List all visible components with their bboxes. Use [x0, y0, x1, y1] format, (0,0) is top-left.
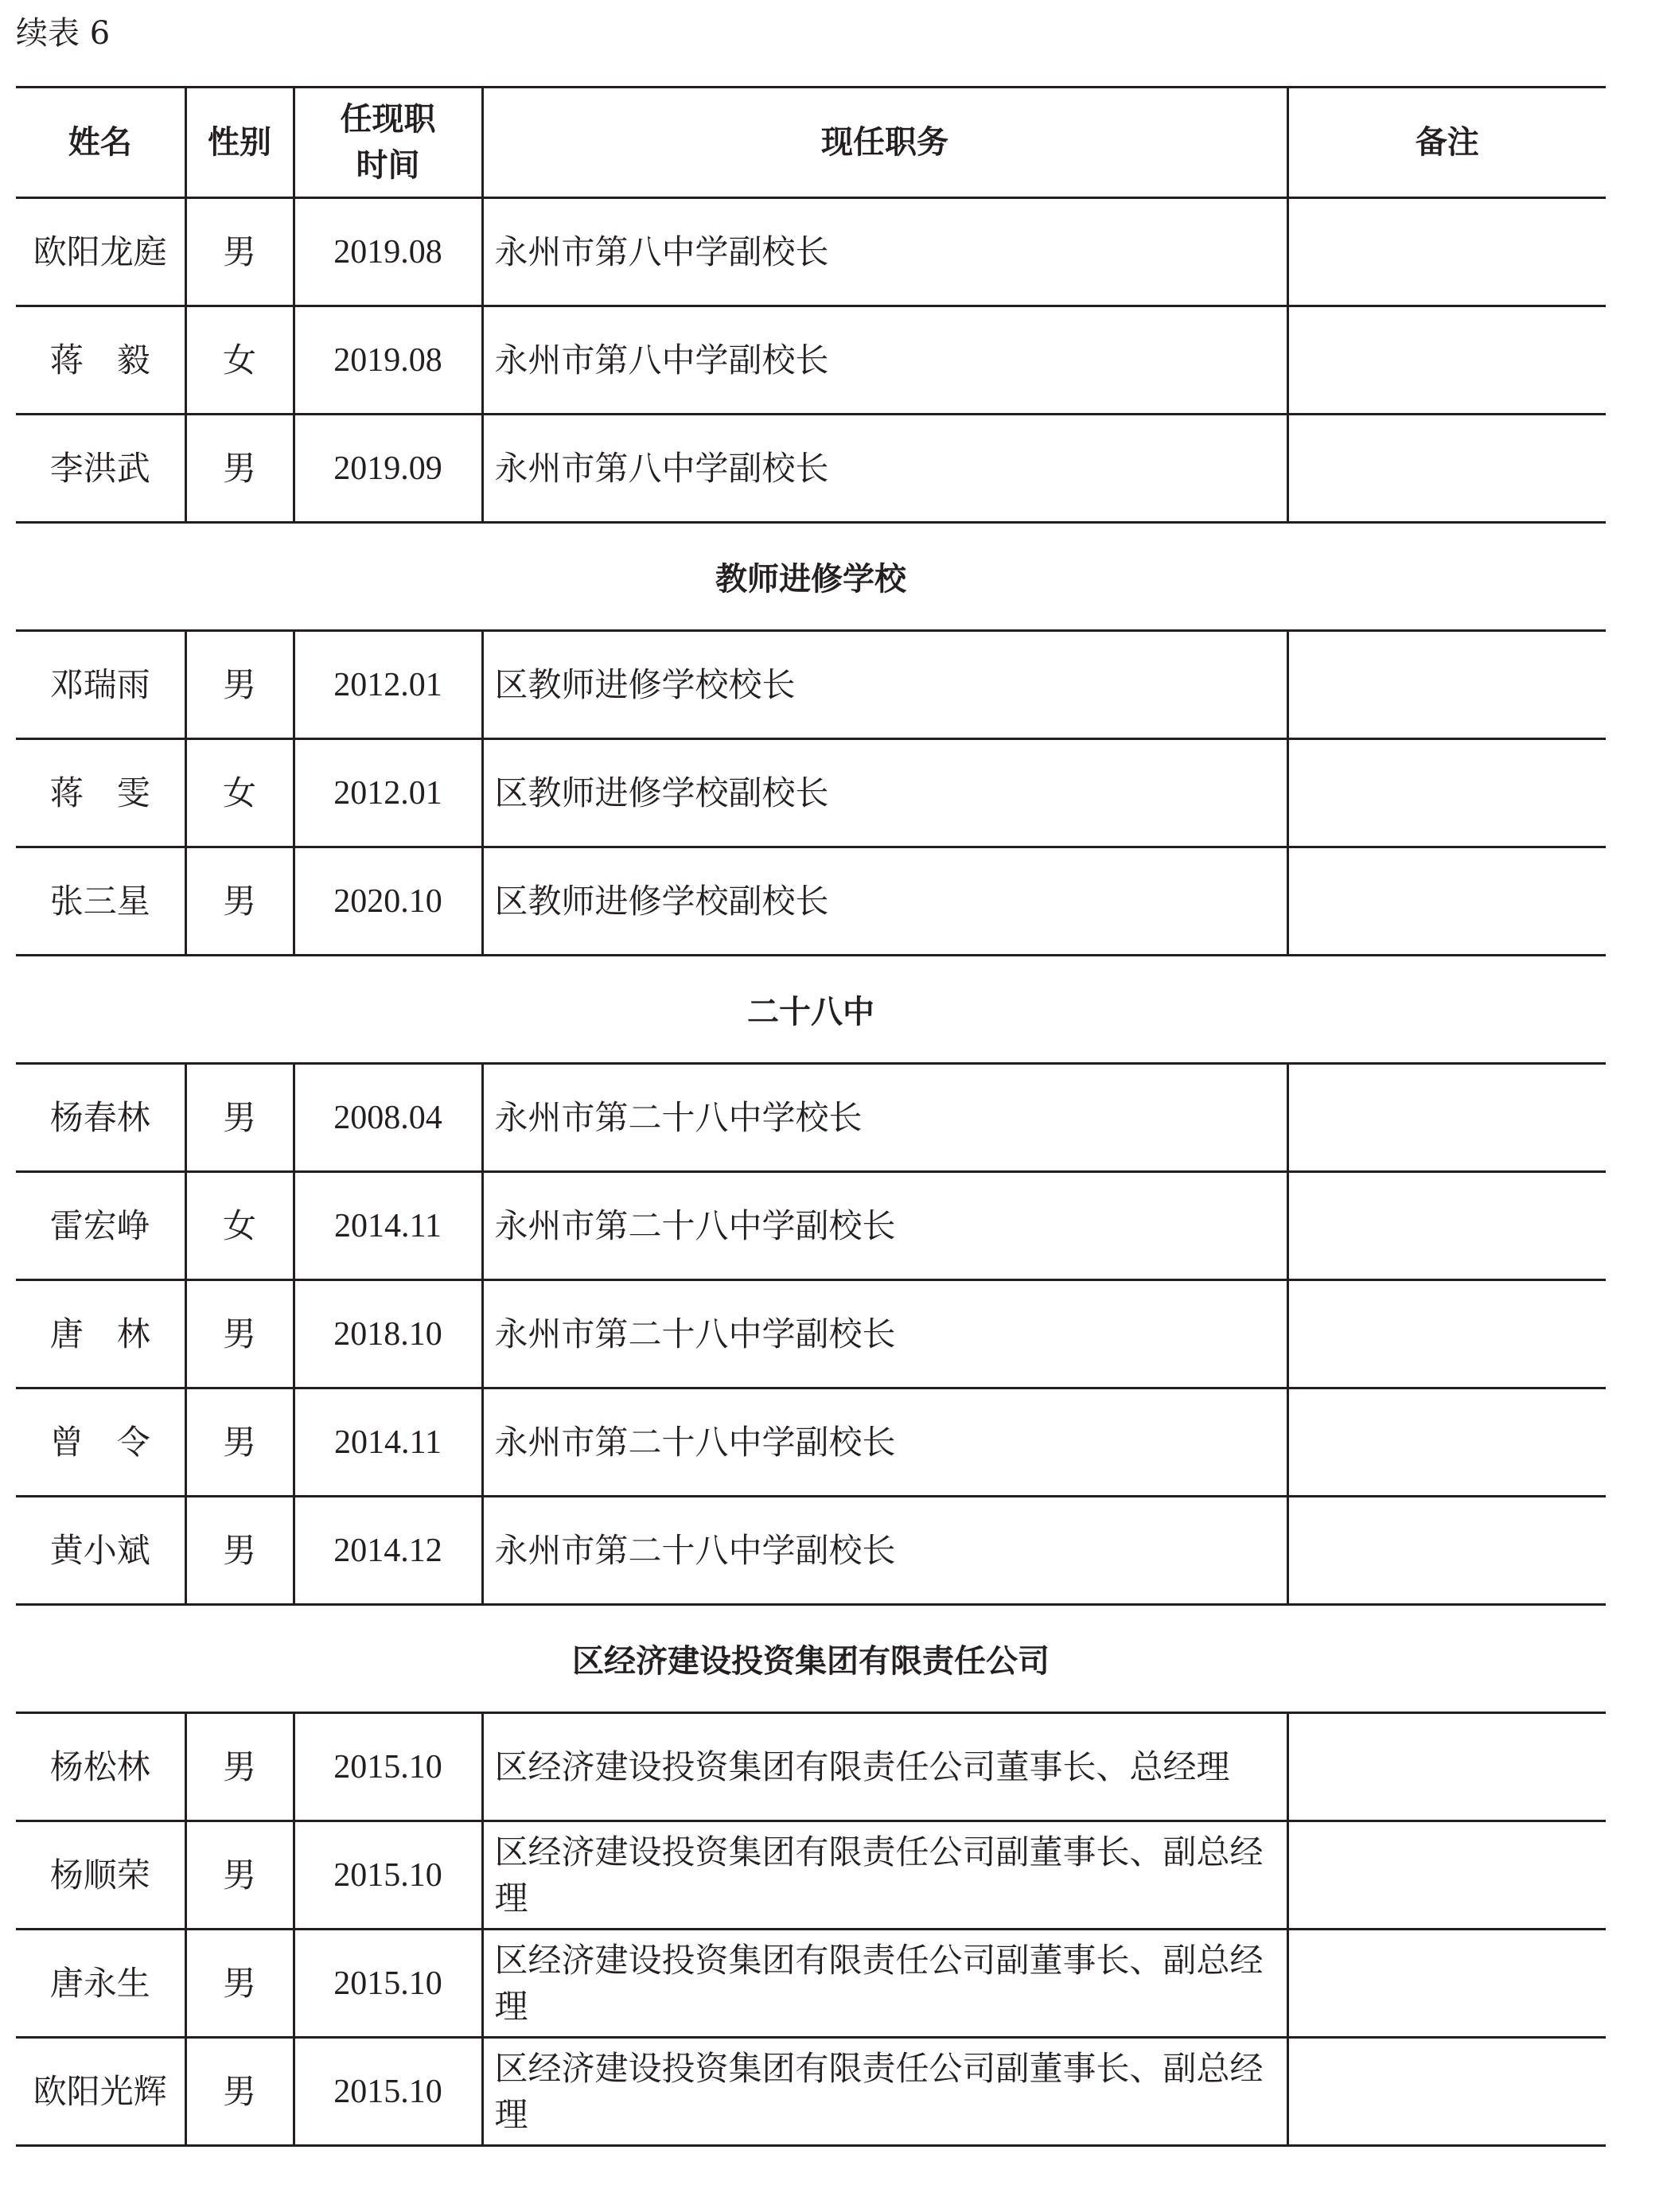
cell-name: 唐 林 [16, 1280, 185, 1388]
cell-note [1287, 306, 1606, 415]
cell-note [1287, 1388, 1606, 1497]
table-row [16, 847, 1606, 956]
table-row [16, 1497, 1606, 1605]
cell-name: 雷宏峥 [16, 1172, 185, 1280]
header-sex: 性别 [185, 88, 294, 198]
cell-post: 永州市第八中学副校长 [482, 306, 1287, 415]
table-row [16, 631, 1606, 739]
cell-post: 永州市第八中学副校长 [482, 198, 1287, 306]
header-date [294, 88, 482, 198]
table-caption: 续表 6 [16, 15, 111, 52]
cell-sex: 男 [185, 415, 294, 523]
cell-note [1287, 631, 1606, 739]
header-note: 备注 [1287, 88, 1606, 198]
cell-date: 2014.11 [294, 1388, 482, 1497]
header-name: 姓名 [16, 88, 185, 198]
cell-post: 区经济建设投资集团有限责任公司副董事长、副总经理 [482, 2038, 1287, 2146]
cell-date: 2014.12 [294, 1497, 482, 1605]
cell-post: 区经济建设投资集团有限责任公司副董事长、副总经理 [482, 1930, 1287, 2038]
cell-note [1287, 1064, 1606, 1172]
header-date-line2: 时间 [356, 147, 420, 184]
cell-date: 2019.08 [294, 306, 482, 415]
section-row [16, 523, 1606, 631]
cell-name: 杨春林 [16, 1064, 185, 1172]
cell-sex: 男 [185, 1064, 294, 1172]
cell-sex: 男 [185, 1713, 294, 1821]
cell-date: 2020.10 [294, 847, 482, 956]
cell-sex: 男 [185, 1821, 294, 1930]
cell-name: 邓瑞雨 [16, 631, 185, 739]
cell-note [1287, 2038, 1606, 2146]
table-row [16, 306, 1606, 415]
table-row [16, 739, 1606, 847]
cell-sex: 男 [185, 1280, 294, 1388]
cell-name: 张三星 [16, 847, 185, 956]
section-title: 教师进修学校 [16, 523, 1606, 631]
cell-date: 2012.01 [294, 739, 482, 847]
table-row [16, 415, 1606, 523]
table-row [16, 1172, 1606, 1280]
cell-date: 2015.10 [294, 1713, 482, 1821]
cell-note [1287, 1497, 1606, 1605]
cell-post: 区教师进修学校副校长 [482, 739, 1287, 847]
table-row [16, 2038, 1606, 2146]
cell-post: 区经济建设投资集团有限责任公司董事长、总经理 [482, 1713, 1287, 1821]
cell-post: 永州市第二十八中学校长 [482, 1064, 1287, 1172]
cell-sex: 女 [185, 739, 294, 847]
table-header-row [16, 88, 1606, 198]
table-row [16, 1064, 1606, 1172]
cell-date: 2015.10 [294, 1930, 482, 2038]
cell-name: 唐永生 [16, 1930, 185, 2038]
cell-note [1287, 1280, 1606, 1388]
cell-name: 蒋 雯 [16, 739, 185, 847]
cell-date: 2014.11 [294, 1172, 482, 1280]
cell-sex: 男 [185, 1930, 294, 2038]
cell-date: 2015.10 [294, 1821, 482, 1930]
cell-date: 2008.04 [294, 1064, 482, 1172]
cell-name: 欧阳光辉 [16, 2038, 185, 2146]
cell-note [1287, 847, 1606, 956]
table-row [16, 1713, 1606, 1821]
cell-note [1287, 739, 1606, 847]
cell-sex: 女 [185, 1172, 294, 1280]
cell-date: 2015.10 [294, 2038, 482, 2146]
cell-sex: 女 [185, 306, 294, 415]
cell-post: 永州市第二十八中学副校长 [482, 1172, 1287, 1280]
cell-name: 杨松林 [16, 1713, 185, 1821]
table-row [16, 1930, 1606, 2038]
cell-post: 区教师进修学校副校长 [482, 847, 1287, 956]
cell-note [1287, 198, 1606, 306]
section-title: 二十八中 [16, 956, 1606, 1064]
table-row [16, 1388, 1606, 1497]
cell-name: 黄小斌 [16, 1497, 185, 1605]
table-body [16, 198, 1606, 2146]
table-row [16, 1280, 1606, 1388]
cell-sex: 男 [185, 631, 294, 739]
table-row [16, 198, 1606, 306]
cell-note [1287, 1821, 1606, 1930]
section-row [16, 956, 1606, 1064]
cell-note [1287, 1930, 1606, 2038]
header-post: 现任职务 [482, 88, 1287, 198]
cell-post: 区教师进修学校校长 [482, 631, 1287, 739]
cell-date: 2018.10 [294, 1280, 482, 1388]
personnel-table [16, 86, 1606, 2147]
cell-name: 李洪武 [16, 415, 185, 523]
cell-date: 2019.08 [294, 198, 482, 306]
cell-post: 永州市第八中学副校长 [482, 415, 1287, 523]
cell-name: 欧阳龙庭 [16, 198, 185, 306]
table-row [16, 1821, 1606, 1930]
cell-sex: 男 [185, 1388, 294, 1497]
cell-post: 永州市第二十八中学副校长 [482, 1280, 1287, 1388]
cell-name: 曾 令 [16, 1388, 185, 1497]
cell-note [1287, 1713, 1606, 1821]
cell-note [1287, 415, 1606, 523]
cell-post: 永州市第二十八中学副校长 [482, 1388, 1287, 1497]
cell-note [1287, 1172, 1606, 1280]
cell-post: 永州市第二十八中学副校长 [482, 1497, 1287, 1605]
cell-sex: 男 [185, 847, 294, 956]
cell-date: 2019.09 [294, 415, 482, 523]
cell-name: 杨顺荣 [16, 1821, 185, 1930]
cell-date: 2012.01 [294, 631, 482, 739]
cell-sex: 男 [185, 1497, 294, 1605]
cell-name: 蒋 毅 [16, 306, 185, 415]
cell-sex: 男 [185, 2038, 294, 2146]
section-row [16, 1605, 1606, 1713]
header-date-line1: 任现职 [340, 101, 436, 138]
cell-sex: 男 [185, 198, 294, 306]
cell-post: 区经济建设投资集团有限责任公司副董事长、副总经理 [482, 1821, 1287, 1930]
section-title: 区经济建设投资集团有限责任公司 [16, 1605, 1606, 1713]
